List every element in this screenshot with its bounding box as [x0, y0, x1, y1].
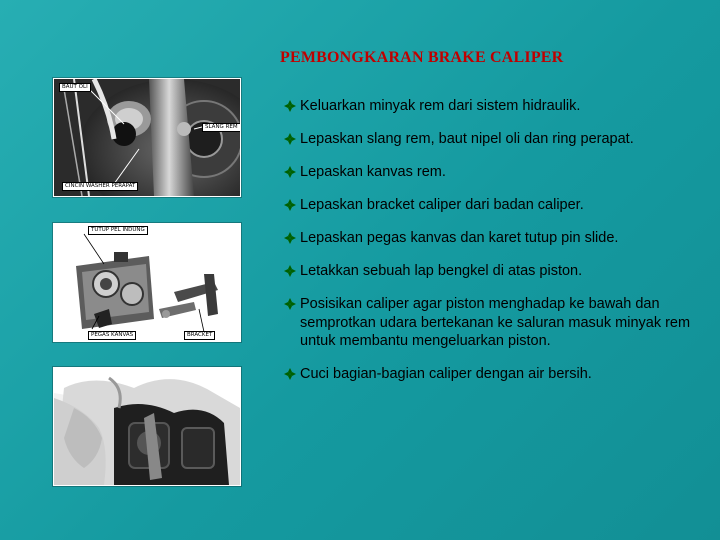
diamond-bullet-icon [284, 133, 296, 145]
label-cincin-washer: CINCIN WASHER PERAPAT [62, 182, 138, 191]
diamond-bullet-icon [284, 166, 296, 178]
photo-brake-hose [53, 78, 241, 197]
diamond-bullet-icon [284, 265, 296, 277]
bullet-item [284, 196, 704, 215]
bullet-text: Posisikan caliper agar piston menghadap ke bawah dan semprotkan udara bertekanan ke saluran masuk minyak rem untuk membantu mengeluarkan piston. [300, 296, 691, 349]
label-pegas-kanvas: PEGAS KANVAS [88, 331, 136, 340]
caliper-rag-illustration [54, 368, 240, 485]
photo-caliper-rag [53, 367, 241, 486]
bullet-item [284, 295, 704, 351]
slide-title: PEMBONGKARAN BRAKE CALIPER [280, 49, 564, 66]
diamond-bullet-icon [284, 232, 296, 244]
bullet-list [284, 97, 704, 398]
bullet-text: Lepaskan kanvas rem. [300, 164, 446, 180]
bullet-item [284, 97, 704, 116]
photo-caliper-bracket [53, 223, 241, 342]
bullet-item [284, 130, 704, 149]
bullet-item [284, 262, 704, 281]
bullet-text: Lepaskan pegas kanvas dan karet tutup pin slide. [300, 230, 619, 246]
label-baut-oli: BAUT OLI [59, 83, 91, 92]
bullet-item [284, 163, 704, 182]
label-slang-rem: SLANG REM [202, 123, 241, 132]
label-tutup-pelindung: TUTUP PEL INDUNG [88, 226, 148, 235]
diamond-bullet-icon [284, 298, 296, 310]
brake-hose-illustration [54, 79, 240, 196]
bullet-item [284, 229, 704, 248]
diamond-bullet-icon [284, 368, 296, 380]
diamond-bullet-icon [284, 199, 296, 211]
label-bracket: BRACKET [184, 331, 215, 340]
bullet-text: Keluarkan minyak rem dari sistem hidraulik. [300, 98, 581, 114]
bullet-text: Lepaskan bracket caliper dari badan caliper. [300, 197, 584, 213]
bullet-text: Lepaskan slang rem, baut nipel oli dan ring perapat. [300, 131, 634, 147]
diamond-bullet-icon [284, 100, 296, 112]
bullet-item [284, 365, 704, 384]
caliper-bracket-illustration [54, 224, 240, 341]
bullet-text: Letakkan sebuah lap bengkel di atas piston. [300, 263, 583, 279]
bullet-text: Cuci bagian-bagian caliper dengan air bersih. [300, 366, 592, 382]
